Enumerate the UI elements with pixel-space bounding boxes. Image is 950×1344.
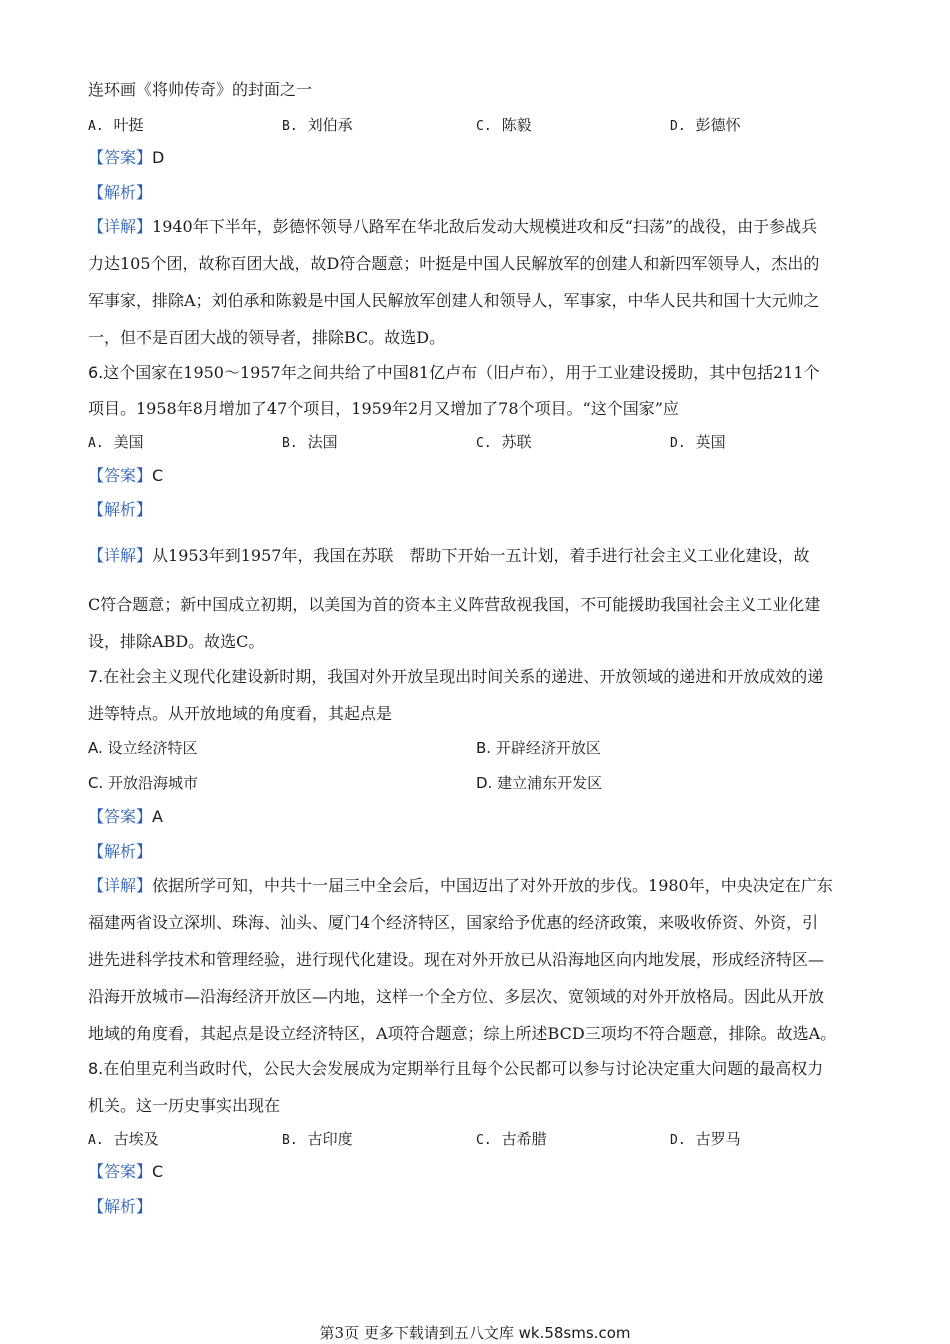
detail-line: 【详解】1940年下半年，彭德怀领导八路军在华北敌后发动大规模进攻和反“扫荡”的战役，由于参战兵 bbox=[88, 217, 818, 236]
analysis-label: 【解析】 bbox=[88, 183, 153, 202]
detail-line: 一，但不是百团大战的领导者，排除BC。故选D。 bbox=[88, 328, 446, 347]
option-c: C. 古希腊 bbox=[476, 1130, 547, 1148]
answer-line: 【答案】C bbox=[88, 466, 164, 485]
option-d: D. 古罗马 bbox=[670, 1130, 741, 1148]
page-footer bbox=[0, 1322, 950, 1343]
analysis-label: 【解析】 bbox=[88, 1197, 153, 1216]
question-7-stem-cont: 进等特点。从开放地域的角度看，其起点是 bbox=[88, 704, 393, 723]
detail-line: 福建两省设立深圳、珠海、汕头、厦门4个经济特区，国家给予优惠的经济政策，来吸收侨资、外资，引 bbox=[88, 913, 819, 932]
question-7-stem: 7.在社会主义现代化建设新时期，我国对外开放呈现出时间关系的递进、开放领域的递进和开放成效的递 bbox=[88, 667, 824, 686]
footer-page-text: 第3页 更多下载请到五八文库 bbox=[319, 1324, 514, 1342]
analysis-label: 【解析】 bbox=[88, 500, 153, 519]
answer-line: 【答案】C bbox=[88, 1162, 164, 1181]
option-d: D. 英国 bbox=[670, 433, 726, 451]
image-caption: 连环画《将帅传奇》的封面之一 bbox=[88, 80, 313, 99]
question-6-stem-cont: 项目。1958年8月增加了47个项目，1959年2月又增加了78个项目。“这个国家”应 bbox=[88, 399, 679, 418]
answer-line: 【答案】D bbox=[88, 148, 165, 167]
footer-url[interactable]: wk.58sms.com bbox=[518, 1324, 631, 1342]
detail-line: 力达105个团，故称百团大战，故D符合题意；叶挺是中国人民解放军的创建人和新四军领导人，杰出的 bbox=[88, 254, 820, 273]
option-a: A. 设立经济特区 bbox=[88, 739, 198, 757]
detail-line: 进先进科学技术和管理经验，进行现代化建设。现在对外开放已从沿海地区向内地发展，形成经济特区— bbox=[88, 950, 825, 969]
option-d: D. 建立浦东开发区 bbox=[476, 774, 603, 792]
detail-line: C符合题意；新中国成立初期，以美国为首的资本主义阵营敌视我国，不可能援助我国社会主义工业化建 bbox=[88, 595, 821, 614]
option-c: C. 开放沿海城市 bbox=[88, 774, 199, 792]
analysis-label: 【解析】 bbox=[88, 842, 153, 861]
option-b: B. 刘伯承 bbox=[282, 116, 353, 134]
detail-line: 【详解】从1953年到1957年，我国在苏联 帮助下开始一五计划，着手进行社会主义工业化建设，故 bbox=[88, 546, 810, 565]
option-b: B. 开辟经济开放区 bbox=[476, 739, 601, 757]
option-a: A. 古埃及 bbox=[88, 1130, 159, 1148]
option-c: C. 苏联 bbox=[476, 433, 532, 451]
detail-line: 沿海开放城市—沿海经济开放区—内地，这样一个全方位、多层次、宽领域的对外开放格局。因此从开放 bbox=[88, 987, 825, 1006]
option-b: B. 法国 bbox=[282, 433, 338, 451]
option-b: B. 古印度 bbox=[282, 1130, 353, 1148]
option-a: A. 美国 bbox=[88, 433, 144, 451]
question-6-stem: 6.这个国家在1950～1957年之间共给了中国81亿卢布（旧卢布），用于工业建设援助，其中包括211个 bbox=[88, 363, 820, 382]
question-8-stem: 8.在伯里克利当政时代，公民大会发展成为定期举行且每个公民都可以参与讨论决定重大问题的最高权力 bbox=[88, 1059, 824, 1078]
detail-line: 军事家，排除A；刘伯承和陈毅是中国人民解放军创建人和领导人，军事家，中华人民共和国十大元帅之 bbox=[88, 291, 820, 310]
option-c: C. 陈毅 bbox=[476, 116, 532, 134]
detail-line: 【详解】依据所学可知，中共十一届三中全会后，中国迈出了对外开放的步伐。1980年，中央决定在广东 bbox=[88, 876, 833, 895]
option-a: A. 叶挺 bbox=[88, 116, 144, 134]
question-8-stem-cont: 机关。这一历史事实出现在 bbox=[88, 1096, 281, 1115]
detail-line: 设，排除ABD。故选C。 bbox=[88, 632, 265, 651]
option-d: D. 彭德怀 bbox=[670, 116, 741, 134]
detail-line: 地域的角度看，其起点是设立经济特区，A项符合题意；综上所述BCD三项均不符合题意，排除。故选A。 bbox=[88, 1024, 837, 1043]
answer-line: 【答案】A bbox=[88, 807, 163, 826]
